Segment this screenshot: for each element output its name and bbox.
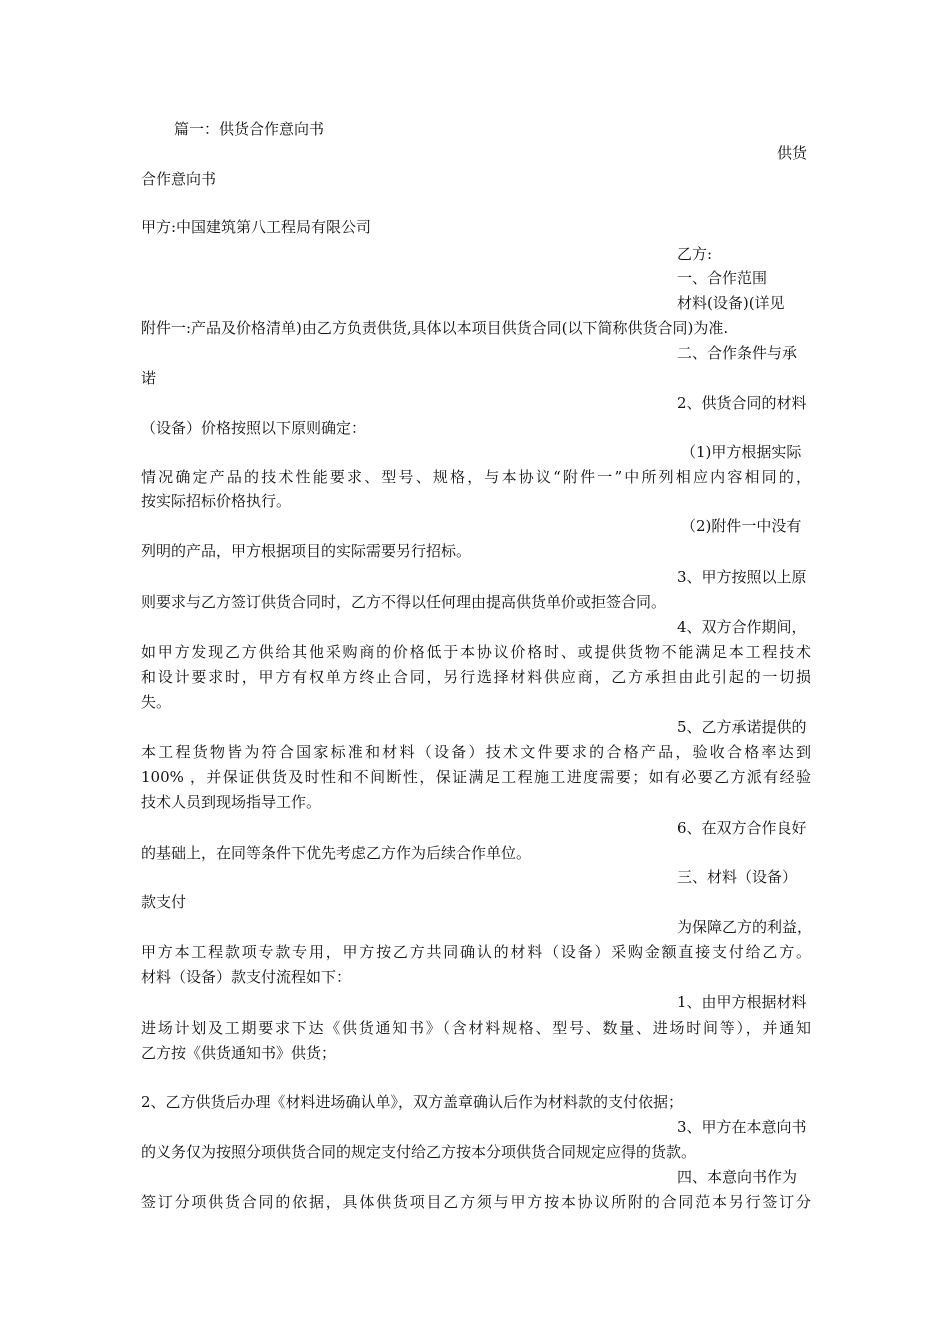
party-a-line: 甲方:中国建筑第八工程局有限公司 (141, 218, 372, 236)
text-line: 签订分项供货合同的依据，具体供货项目乙方须与甲方按本协议所附的合同范本另行签订分 (141, 1193, 811, 1211)
text-line: 进场计划及工期要求下达《供货通知书》（含材料规格、型号、数量、进场时间等），并通知 (141, 1019, 811, 1037)
text-line: 技术人员到现场指导工作。 (141, 793, 322, 811)
text-line: 附件一:产品及价格清单)由乙方负责供货,具体以本项目供货合同(以下简称供货合同)为准. (141, 319, 729, 337)
text-line: 材料(设备)(详见 (677, 294, 785, 312)
text-line: （设备）价格按照以下原则确定： (141, 419, 367, 437)
text-line: 为保障乙方的利益， (677, 918, 813, 936)
text-line: 如甲方发现乙方供给其他采购商的价格低于本协议价格时、或提供货物不能满足本工程技术 (141, 643, 811, 661)
text-line: 的基础上，在同等条件下优先考虑乙方作为后续合作单位。 (141, 844, 532, 862)
party-b-line: 乙方: (677, 245, 713, 263)
text-line: （2)附件一中没有 (681, 517, 802, 535)
text-line: 甲方本工程款项专款专用，甲方按乙方共同确认的材料（设备）采购金额直接支付给乙方。 (141, 943, 811, 961)
text-line: 供货 (777, 144, 808, 162)
text-line: 的义务仅为按照分项供货合同的规定支付给乙方按本分项供货合同规定应得的货款。 (141, 1143, 697, 1161)
text-line: 5、乙方承诺提供的 (677, 718, 807, 736)
text-line: 列明的产品，甲方根据项目的实际需要另行招标。 (141, 542, 472, 560)
section-heading: 一、合作范围 (677, 269, 768, 287)
text-line: 2、供货合同的材料 (677, 394, 807, 412)
text-line: 100% ，并保证供货及时性和不间断性，保证满足工程施工进度需要；如有必要乙方派有经验 (141, 768, 811, 786)
text-line: 2、乙方供货后办理《材料进场确认单》，双方盖章确认后作为材料款的支付依据； (141, 1093, 684, 1111)
text-line: 3、甲方按照以上原 (677, 568, 807, 586)
text-line: 材料（设备）款支付流程如下： (141, 968, 352, 986)
section-heading: 三、材料（设备） (677, 868, 798, 886)
text-line: 情况确定产品的技术性能要求、型号、规格，与本协议“附件一”中所列相应内容相同的， (141, 468, 811, 486)
text-line: 3、甲方在本意向书 (677, 1118, 807, 1136)
text-line: （1)甲方根据实际 (681, 443, 802, 461)
section-heading: 二、合作条件与承 (677, 344, 798, 362)
text-line: 和设计要求时，甲方有权单方终止合同，另行选择材料供应商，乙方承担由此引起的一切损 (141, 668, 811, 686)
text-line: 失。 (141, 693, 172, 711)
text-line: 1、由甲方根据材料 (677, 993, 807, 1011)
text-line: 诺 (141, 369, 157, 387)
section-heading: 四、本意向书作为 (677, 1168, 798, 1186)
text-line: 6、在双方合作良好 (677, 819, 807, 837)
text-line: 4、双方合作期间， (677, 618, 807, 636)
text-line: 款支付 (141, 893, 187, 911)
document-title: 篇一：供货合作意向书 (174, 120, 325, 138)
text-line: 乙方按《供货通知书》供货； (141, 1044, 337, 1062)
text-line: 本工程货物皆为符合国家标准和材料（设备）技术文件要求的合格产品，验收合格率达到 (141, 743, 811, 761)
text-line: 合作意向书 (141, 170, 217, 188)
text-line: 则要求与乙方签订供货合同时，乙方不得以任何理由提高供货单价或拒签合同。 (141, 593, 667, 611)
text-line: 按实际招标价格执行。 (141, 492, 292, 510)
